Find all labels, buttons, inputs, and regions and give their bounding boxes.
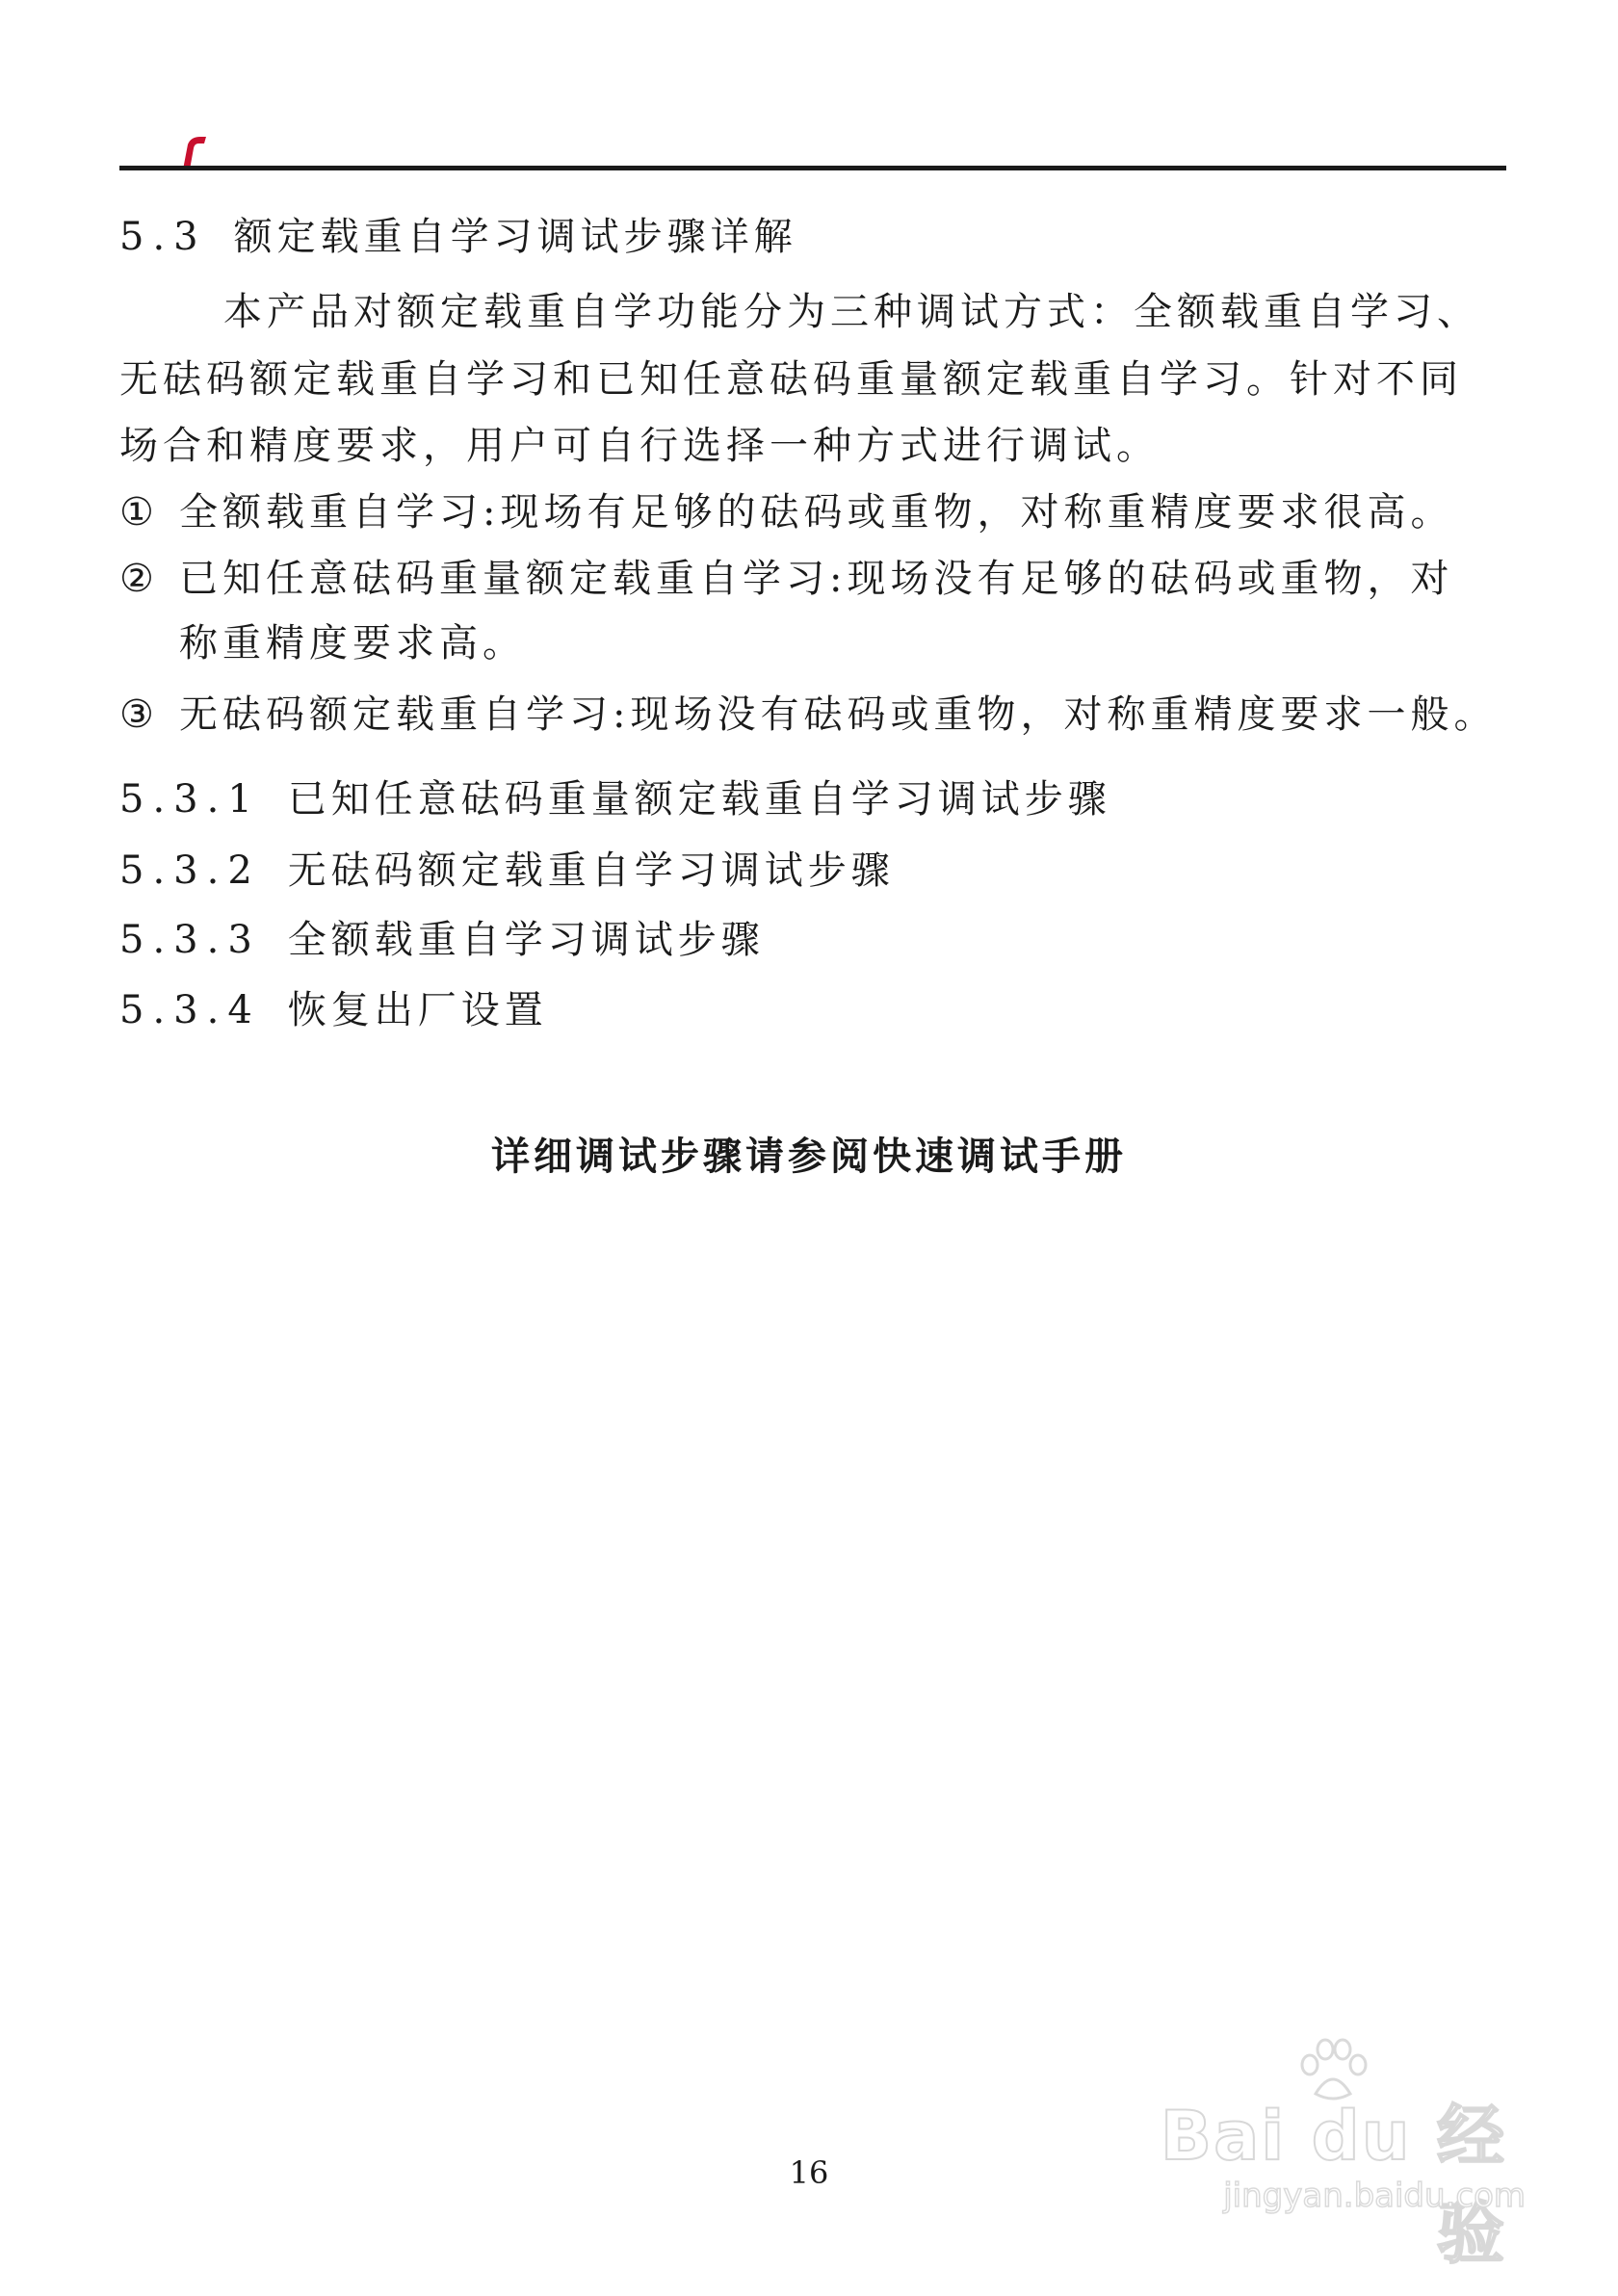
subsection-title: 恢复出厂设置	[287, 988, 548, 1032]
manual-reference-note: 详细调试步骤请参阅快速调试手册	[491, 1135, 1127, 1179]
item-text: 已知任意砝码重量额定载重自学习:现场没有足够的砝码或重物，对	[179, 557, 1454, 601]
subsection-title: 已知任意砝码重量额定载重自学习调试步骤	[287, 777, 1111, 822]
item-marker: ①	[119, 490, 159, 535]
subsection-title: 全额载重自学习调试步骤	[287, 918, 765, 962]
intro-line-2: 无砝码额定载重自学习和已知任意砝码重量额定载重自学习。针对不同	[119, 357, 1463, 402]
item-text: 无砝码额定载重自学习:现场没有砝码或重物，对称重精度要求一般。	[179, 692, 1498, 737]
list-item	[119, 552, 1453, 606]
section-heading	[119, 210, 797, 264]
subsection-heading	[119, 913, 765, 967]
subsection-heading	[119, 983, 548, 1037]
section-number: 5.3	[119, 215, 207, 259]
intro-line-3: 场合和精度要求，用户可自行选择一种方式进行调试。	[119, 424, 1160, 468]
item-marker: ②	[119, 557, 159, 601]
watermark-url: jingyan.baidu.com	[1223, 2177, 1526, 2215]
subsection-heading	[119, 844, 895, 898]
subsection-title: 无砝码额定载重自学习调试步骤	[287, 848, 895, 893]
watermark-brand: Bai du 经验	[1160, 2097, 1506, 2273]
brand-logo-icon	[179, 135, 206, 170]
intro-line-1: 本产品对额定载重自学功能分为三种调试方式：全额载重自学习、	[223, 290, 1480, 334]
item-text: 全额载重自学习:现场有足够的砝码或重物，对称重精度要求很高。	[179, 490, 1454, 535]
list-item	[119, 688, 1497, 742]
section-title: 额定载重自学习调试步骤详解	[233, 215, 797, 259]
subsection-number: 5.3.4	[119, 988, 261, 1032]
subsection-number: 5.3.3	[119, 918, 261, 962]
item-marker: ③	[119, 692, 159, 737]
subsection-heading	[119, 772, 1111, 826]
baidu-watermark	[1140, 2036, 1545, 2273]
item-continuation: 称重精度要求高。	[179, 621, 526, 665]
subsection-number: 5.3.1	[119, 777, 261, 822]
page-number: 16	[789, 2154, 829, 2191]
subsection-number: 5.3.2	[119, 848, 261, 893]
list-item	[119, 485, 1453, 539]
header-rule	[119, 166, 1506, 170]
